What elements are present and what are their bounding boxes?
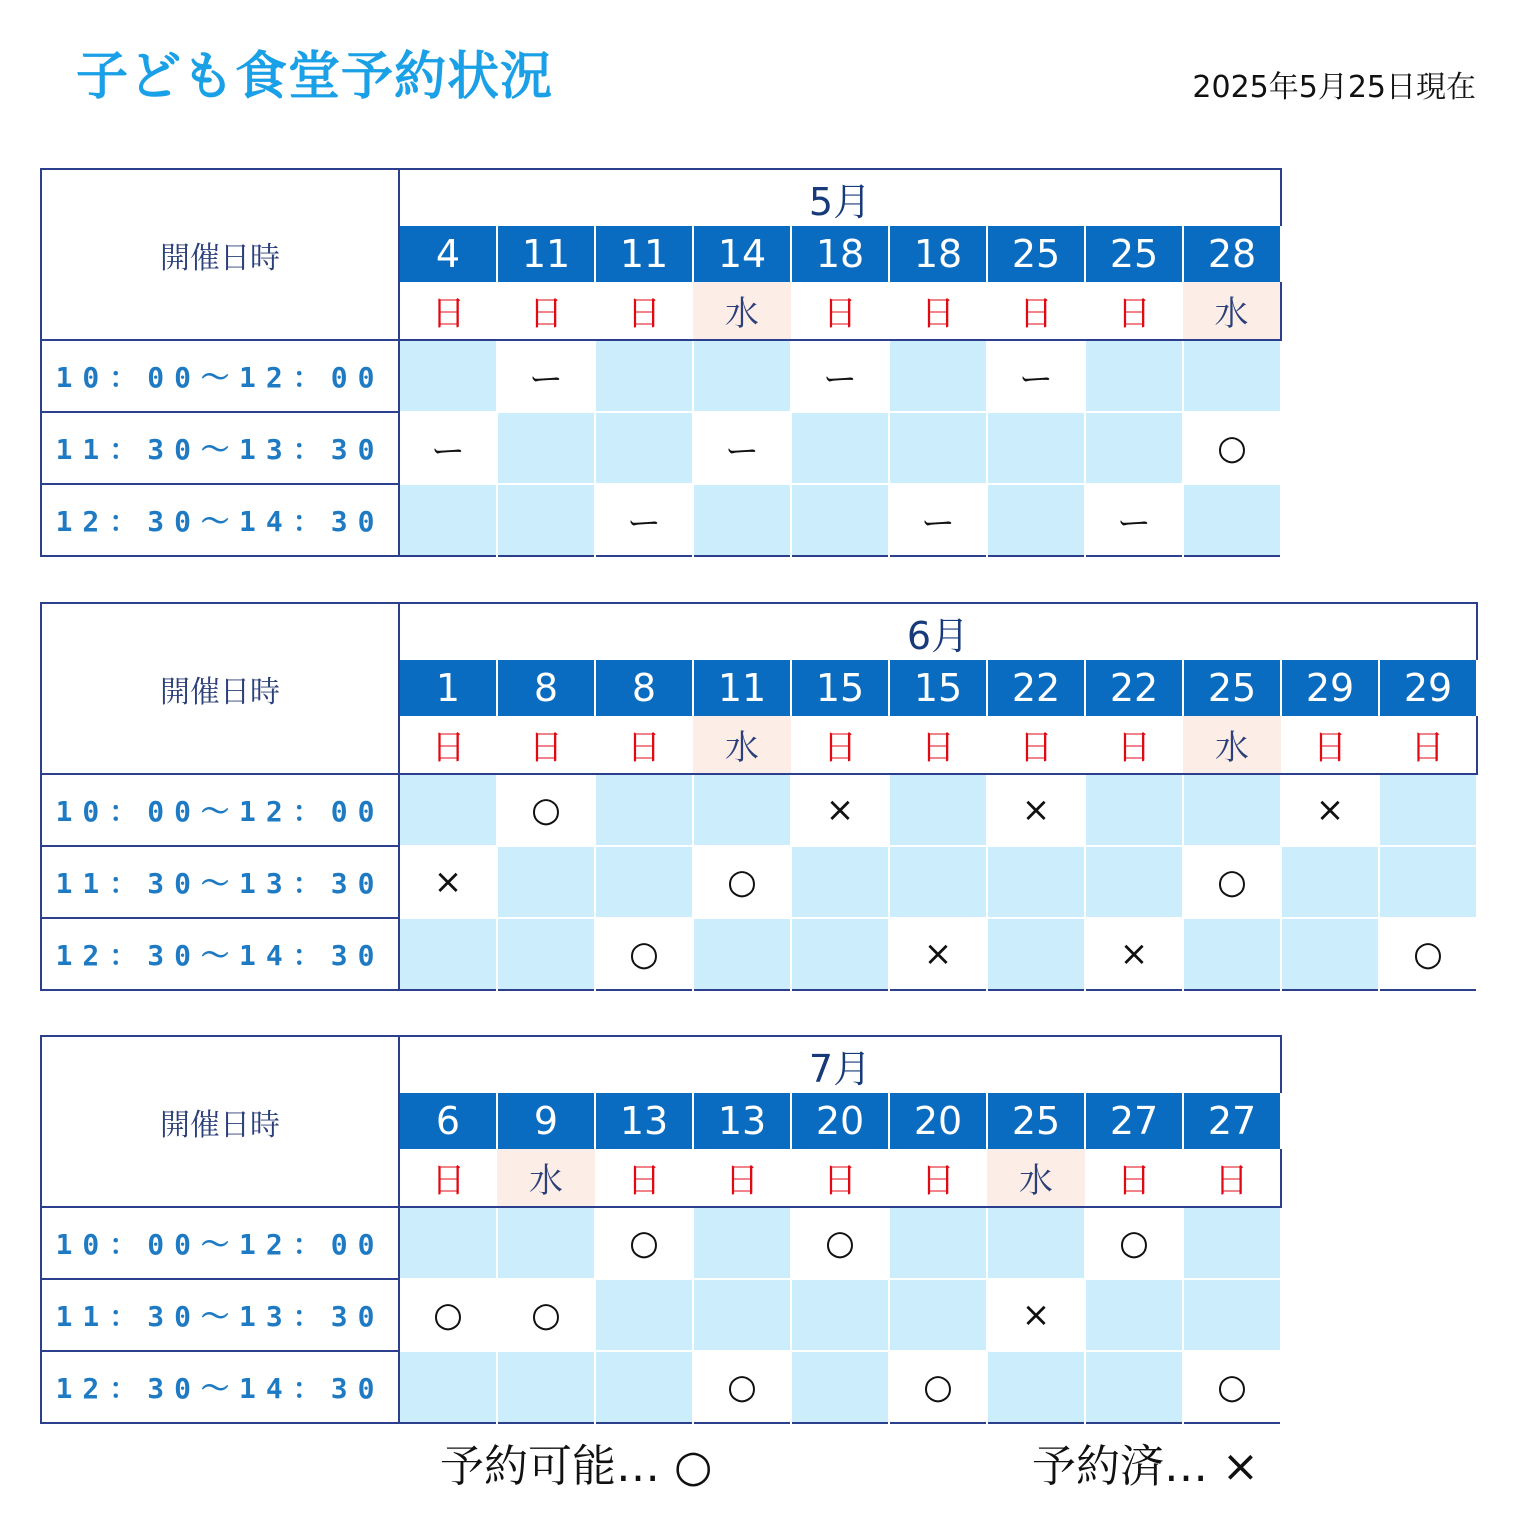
reservation-cell [987, 412, 1085, 484]
reservation-cell [497, 484, 595, 556]
reservation-cell [1085, 1279, 1183, 1351]
day-of-week: 日 [497, 716, 595, 774]
legend-booked: 予約済… × [1032, 1441, 1259, 1492]
reservation-cell [1183, 484, 1281, 556]
reservation-cell [987, 918, 1085, 990]
row-header-label: 開催日時 [41, 169, 399, 340]
day-of-week: 水 [693, 716, 791, 774]
day-number: 25 [1183, 660, 1281, 716]
time-slot-row [41, 774, 1477, 846]
day-of-week: 水 [1183, 716, 1281, 774]
day-number: 14 [693, 226, 791, 282]
day-of-week: 日 [889, 282, 987, 340]
reservation-cell: × [987, 774, 1085, 846]
reservation-cell [1085, 846, 1183, 918]
reservation-cell [693, 484, 791, 556]
day-of-week: 日 [791, 282, 889, 340]
day-of-week: 日 [889, 716, 987, 774]
time-slot-row [41, 1351, 1281, 1423]
reservation-cell [497, 1207, 595, 1279]
day-number: 25 [987, 1093, 1085, 1149]
reservation-cell [1085, 340, 1183, 412]
day-of-week: 日 [595, 282, 693, 340]
day-number: 20 [791, 1093, 889, 1149]
reservation-cell: ー [889, 484, 987, 556]
time-slot-row [41, 1207, 1281, 1279]
day-of-week: 日 [595, 716, 693, 774]
day-number: 11 [497, 226, 595, 282]
reservation-cell [399, 484, 497, 556]
day-of-week: 日 [399, 282, 497, 340]
reservation-cell: ○ [1085, 1207, 1183, 1279]
time-slot-label: 10：00～12：00 [41, 1207, 399, 1279]
day-of-week: 日 [1183, 1149, 1281, 1207]
reservation-cell [399, 918, 497, 990]
reservation-cell [1085, 774, 1183, 846]
reservation-cell [987, 846, 1085, 918]
day-number: 13 [693, 1093, 791, 1149]
day-number: 28 [1183, 226, 1281, 282]
time-slot-label: 11：30～13：30 [41, 846, 399, 918]
reservation-cell [1379, 774, 1477, 846]
reservation-cell: ○ [1183, 846, 1281, 918]
day-of-week: 日 [1085, 1149, 1183, 1207]
reservation-cell [889, 774, 987, 846]
reservation-cell: ○ [693, 846, 791, 918]
reservation-cell [595, 1351, 693, 1423]
reservation-cell [595, 412, 693, 484]
day-of-week: 水 [987, 1149, 1085, 1207]
reservation-cell: ー [791, 340, 889, 412]
month-name: 7月 [399, 1036, 1281, 1093]
reservation-cell [399, 774, 497, 846]
day-of-week: 日 [497, 282, 595, 340]
day-number: 18 [889, 226, 987, 282]
reservation-cell: × [1281, 774, 1379, 846]
day-of-week: 日 [987, 282, 1085, 340]
reservation-cell [595, 1279, 693, 1351]
reservation-cell: ○ [497, 774, 595, 846]
reservation-cell: ○ [1183, 1351, 1281, 1423]
day-number: 11 [595, 226, 693, 282]
day-number: 25 [1085, 226, 1183, 282]
reservation-cell [791, 918, 889, 990]
day-number: 22 [987, 660, 1085, 716]
reservation-cell: ー [693, 412, 791, 484]
reservation-cell [889, 1207, 987, 1279]
time-slot-label: 10：00～12：00 [41, 774, 399, 846]
reservation-cell [1183, 918, 1281, 990]
reservation-cell: ー [497, 340, 595, 412]
reservation-cell: ○ [889, 1351, 987, 1423]
reservation-cell [1085, 412, 1183, 484]
reservation-cell [791, 1351, 889, 1423]
month-table [40, 602, 1478, 991]
reservation-cell [1281, 846, 1379, 918]
reservation-cell [497, 412, 595, 484]
reservation-cell: ー [987, 340, 1085, 412]
day-number: 15 [791, 660, 889, 716]
reservation-cell [497, 1351, 595, 1423]
reservation-cell [595, 340, 693, 412]
time-slot-label: 10：00～12：00 [41, 340, 399, 412]
reservation-cell [399, 1351, 497, 1423]
reservation-cell: × [399, 846, 497, 918]
day-of-week: 日 [1281, 716, 1379, 774]
day-of-week: 日 [1085, 716, 1183, 774]
reservation-cell: × [1085, 918, 1183, 990]
reservation-cell [595, 846, 693, 918]
reservation-cell: × [889, 918, 987, 990]
reservation-cell: ○ [791, 1207, 889, 1279]
reservation-cell [399, 1207, 497, 1279]
reservation-cell [889, 412, 987, 484]
reservation-cell: ー [595, 484, 693, 556]
day-number: 9 [497, 1093, 595, 1149]
day-of-week: 日 [791, 716, 889, 774]
day-number: 29 [1281, 660, 1379, 716]
reservation-cell [497, 846, 595, 918]
reservation-cell: ○ [595, 918, 693, 990]
day-of-week: 日 [595, 1149, 693, 1207]
reservation-cell [889, 846, 987, 918]
reservation-cell [791, 1279, 889, 1351]
reservation-cell: ー [399, 412, 497, 484]
row-header-label: 開催日時 [41, 603, 399, 774]
reservation-cell [1183, 1207, 1281, 1279]
reservation-cell: × [791, 774, 889, 846]
reservation-cell: ○ [1379, 918, 1477, 990]
reservation-cell [1379, 846, 1477, 918]
time-slot-row [41, 484, 1281, 556]
day-number: 15 [889, 660, 987, 716]
reservation-cell: × [987, 1279, 1085, 1351]
reservation-cell [1281, 918, 1379, 990]
reservation-cell [889, 1279, 987, 1351]
time-slot-row [41, 1279, 1281, 1351]
month-name: 5月 [399, 169, 1281, 226]
day-of-week: 日 [889, 1149, 987, 1207]
reservation-cell [987, 484, 1085, 556]
day-number: 6 [399, 1093, 497, 1149]
day-number: 22 [1085, 660, 1183, 716]
time-slot-label: 11：30～13：30 [41, 1279, 399, 1351]
reservation-cell: ○ [497, 1279, 595, 1351]
time-slot-row [41, 846, 1477, 918]
time-slot-row [41, 918, 1477, 990]
reservation-cell [1183, 340, 1281, 412]
page-title: 子ども食堂予約状況 [76, 47, 554, 107]
reservation-cell [791, 412, 889, 484]
reservation-cell [889, 340, 987, 412]
day-of-week: 日 [693, 1149, 791, 1207]
reservation-cell [1183, 1279, 1281, 1351]
reservation-cell [693, 1279, 791, 1351]
as-of-date: 2025年5月25日現在 [1192, 70, 1476, 105]
reservation-cell [693, 340, 791, 412]
reservation-cell [497, 918, 595, 990]
reservation-cell [693, 1207, 791, 1279]
time-slot-row [41, 340, 1281, 412]
day-of-week: 水 [693, 282, 791, 340]
reservation-cell [791, 484, 889, 556]
reservation-cell [693, 774, 791, 846]
day-number: 20 [889, 1093, 987, 1149]
time-slot-row [41, 412, 1281, 484]
reservation-cell: ○ [399, 1279, 497, 1351]
day-number: 1 [399, 660, 497, 716]
day-of-week: 水 [1183, 282, 1281, 340]
day-number: 29 [1379, 660, 1477, 716]
reservation-cell [1085, 1351, 1183, 1423]
day-number: 8 [595, 660, 693, 716]
day-number: 4 [399, 226, 497, 282]
day-of-week: 日 [1085, 282, 1183, 340]
time-slot-label: 12：30～14：30 [41, 484, 399, 556]
reservation-cell: ○ [1183, 412, 1281, 484]
time-slot-label: 11：30～13：30 [41, 412, 399, 484]
month-name: 6月 [399, 603, 1477, 660]
day-number: 27 [1085, 1093, 1183, 1149]
reservation-cell [693, 918, 791, 990]
time-slot-label: 12：30～14：30 [41, 1351, 399, 1423]
reservation-cell [595, 774, 693, 846]
day-of-week: 日 [987, 716, 1085, 774]
reservation-cell [987, 1207, 1085, 1279]
legend-available: 予約可能… ○ [440, 1441, 713, 1492]
time-slot-label: 12：30～14：30 [41, 918, 399, 990]
day-of-week: 日 [1379, 716, 1477, 774]
day-of-week: 日 [791, 1149, 889, 1207]
reservation-cell: ー [1085, 484, 1183, 556]
month-table [40, 1035, 1282, 1424]
day-of-week: 日 [399, 716, 497, 774]
day-number: 11 [693, 660, 791, 716]
day-number: 8 [497, 660, 595, 716]
reservation-cell [987, 1351, 1085, 1423]
day-number: 27 [1183, 1093, 1281, 1149]
row-header-label: 開催日時 [41, 1036, 399, 1207]
day-number: 18 [791, 226, 889, 282]
reservation-cell: ○ [595, 1207, 693, 1279]
reservation-cell [399, 340, 497, 412]
day-of-week: 水 [497, 1149, 595, 1207]
reservation-cell [791, 846, 889, 918]
reservation-cell: ○ [693, 1351, 791, 1423]
reservation-cell [1183, 774, 1281, 846]
day-of-week: 日 [399, 1149, 497, 1207]
day-number: 13 [595, 1093, 693, 1149]
month-table [40, 168, 1282, 557]
day-number: 25 [987, 226, 1085, 282]
